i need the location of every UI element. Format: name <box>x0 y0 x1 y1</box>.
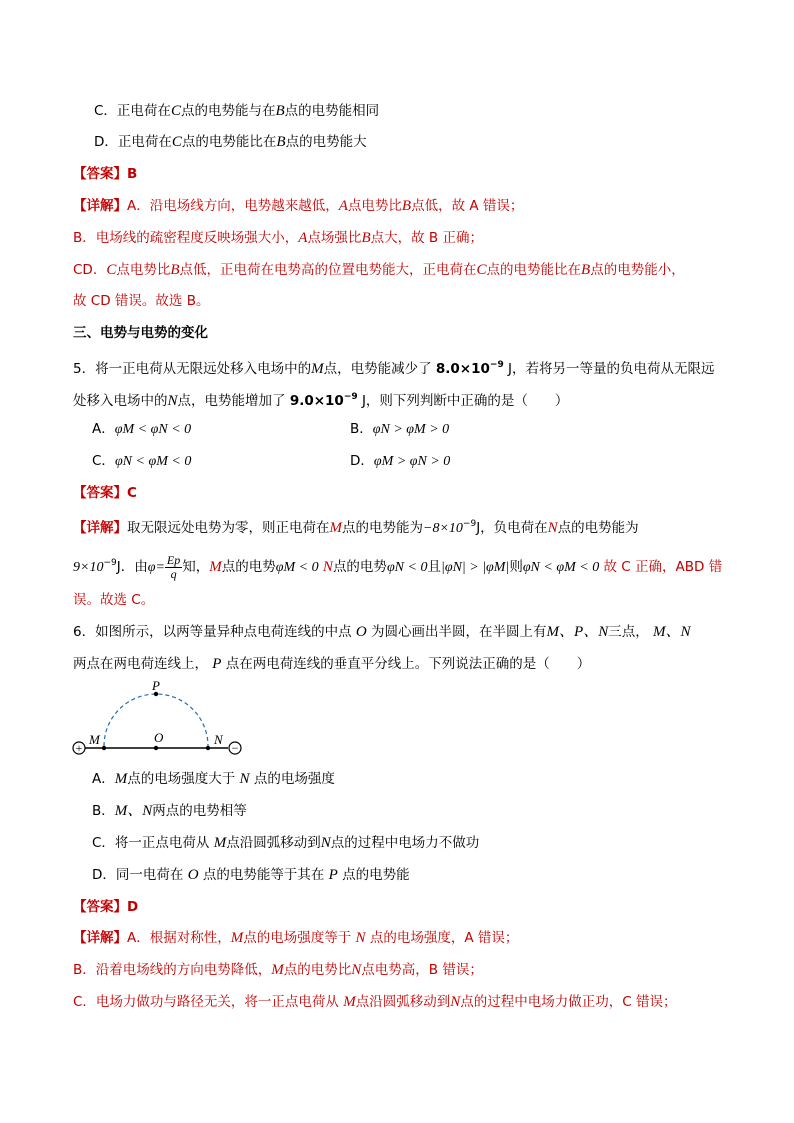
q5-option-a: A．φM < φN < 0 <box>92 421 192 437</box>
q4-detail-line1: 【详解】A．沿电场线方向，电势越来越低，A点电势比B点低，故 A 错误； <box>73 198 524 214</box>
q5-detail-line3: 误。故选 C。 <box>73 592 155 608</box>
q5-answer: 【答案】C <box>73 485 137 501</box>
q4-answer: 【答案】B <box>73 166 138 182</box>
q6-option-c: C．将一正点电荷从 M点沿圆弧移动到N点的过程中电场力不做功 <box>92 835 480 851</box>
label-n: N <box>214 732 223 747</box>
q6-option-a: A．M点的电场强度大于 N 点的电场强度 <box>92 771 335 787</box>
q4-detail-line4: 故 CD 错误。故选 B。 <box>73 293 210 309</box>
point-o-dot <box>154 746 158 750</box>
point-n-dot <box>206 746 210 750</box>
q4-option-d: D．正电荷在C点的电势能比在B点的电势能大 <box>94 134 367 150</box>
q6-detail-line1: 【详解】A．根据对称性，M点的电场强度等于 N 点的电场强度，A 错误； <box>73 930 519 946</box>
label-p: P <box>152 678 160 693</box>
positive-charge-sign: + <box>75 741 83 755</box>
q5-detail-line2: $9\times 10^{-9}J$．由φ= $\frac{Ep}{q}$ 知，M点的电势φM < 0 N点的电势φN < 0且|φN| > |φM|则φN < φM < 0 故 C 正确，ABD 错 <box>73 552 723 581</box>
negative-charge-sign: − <box>231 741 239 755</box>
q4-option-c: C．正电荷在C点的电势能与在B点的电势能相同 <box>94 103 380 119</box>
q6-answer: 【答案】D <box>73 899 139 915</box>
q4-detail-line2: B．电场线的疏密程度反映场强大小，A点场强比B点大，故 B 正确； <box>73 230 483 246</box>
point-m-dot <box>102 746 106 750</box>
q5-option-c: C．φN < φM < 0 <box>92 453 192 469</box>
q5-option-b: B．φN > φM > 0 <box>350 421 450 437</box>
semicircle-figure <box>68 678 248 758</box>
q6-detail-line2: B．沿着电场线的方向电势降低，M点的电势比N点电势高，B 错误； <box>73 962 483 978</box>
q6-detail-line3: C．电场力做功与路径无关，将一正点电荷从 M点沿圆弧移动到N点的过程中电场力做正功，C 错误； <box>73 994 677 1010</box>
label-o: O <box>154 730 164 745</box>
label-m: M <box>89 732 100 747</box>
q5-option-d: D．φM > φN > 0 <box>350 453 451 469</box>
q4-detail-line3: CD．C点电势比B点低，正电荷在电势高的位置电势能大，正电荷在C点的电势能比在B点的电势能小， <box>73 262 685 278</box>
q6-stem-line2: 两点在两电荷连线上， P 点在两电荷连线的垂直平分线上。下列说法正确的是（ ） <box>73 656 591 672</box>
section-heading: 三、电势与电势的变化 <box>73 325 208 341</box>
fraction-ep-over-q: $\frac{Ep}{q}$ <box>166 552 181 581</box>
q6-option-d: D．同一电荷在 O 点的电势能等于其在 P 点的电势能 <box>92 867 410 883</box>
q5-stem-line1: 5．将一正电荷从无限远处移入电场中的M点，电势能减少了 $8.0\times 10^{-9}$ J，若将另一等量的负电荷从无限远 <box>73 360 715 377</box>
q6-stem-line1: 6．如图所示，以两等量异种点电荷连线的中点 O 为圆心画出半圆，在半圆上有M、P、N三点， M、N <box>73 624 691 640</box>
q5-stem-line2: 处移入电场中的N点，电势能增加了 $9.0\times 10^{-9}$ J，则下列判断中正确的是（ ） <box>73 392 569 409</box>
q5-detail-line1: 【详解】取无限远处电势为零，则正电荷在M点的电势能为$-8\times 10^{-9}J$，负电荷在N点的电势能为 <box>73 519 639 536</box>
q6-option-b: B．M、N两点的电势相等 <box>92 803 247 819</box>
